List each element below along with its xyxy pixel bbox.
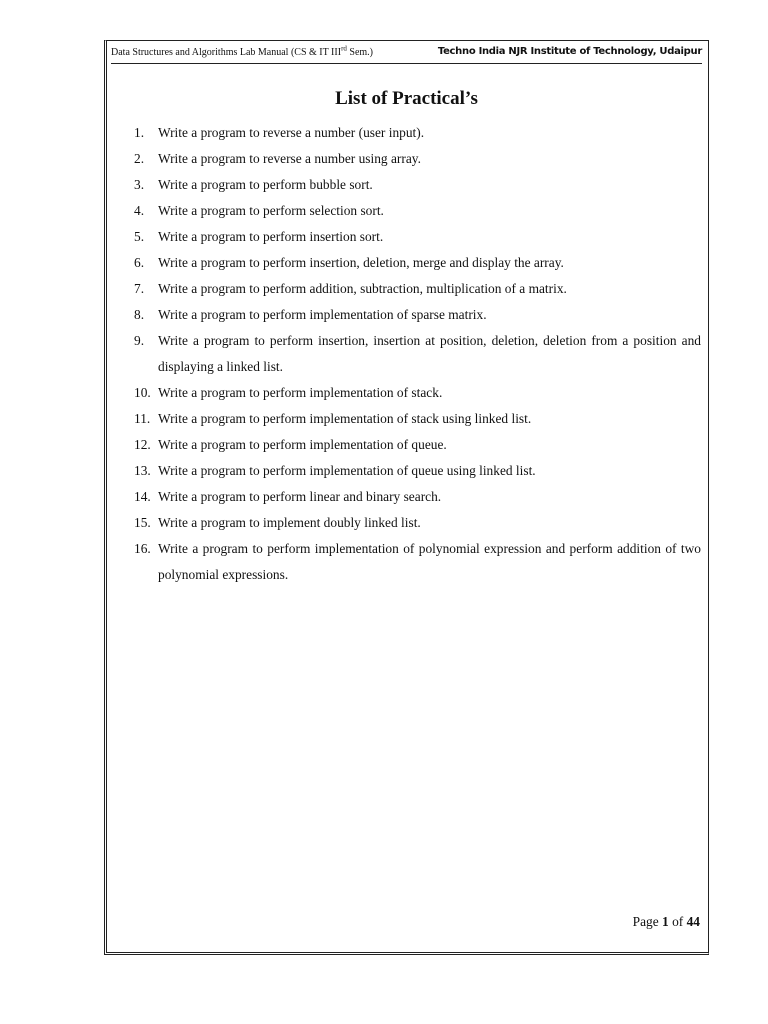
list-item bbox=[134, 536, 701, 588]
of-label: of bbox=[672, 914, 684, 929]
list-item bbox=[134, 198, 701, 224]
item-number: 3. bbox=[134, 177, 145, 192]
item-text: Write a program to perform implementation of queue using linked list. bbox=[158, 463, 536, 478]
item-text: Write a program to perform linear and binary search. bbox=[158, 489, 442, 504]
list-item bbox=[134, 484, 701, 510]
item-text: Write a program to reverse a number using array. bbox=[158, 151, 421, 166]
item-number: 10. bbox=[134, 385, 151, 400]
item-text: Write a program to perform implementation of queue. bbox=[158, 437, 447, 452]
item-number: 14. bbox=[134, 489, 151, 504]
item-number: 8. bbox=[134, 307, 145, 322]
item-number: 2. bbox=[134, 151, 145, 166]
list-item bbox=[134, 172, 701, 198]
item-text: Write a program to reverse a number (user input). bbox=[158, 125, 425, 140]
page-title: List of Practical’s bbox=[335, 88, 478, 109]
item-number: 16. bbox=[134, 541, 151, 556]
list-item bbox=[134, 120, 701, 146]
header-ordinal-suffix: rd bbox=[341, 44, 347, 53]
page-header bbox=[111, 45, 702, 64]
item-number: 4. bbox=[134, 203, 145, 218]
item-number: 11. bbox=[134, 411, 151, 426]
practicals-list bbox=[134, 120, 701, 588]
item-text: Write a program to perform implementation of stack using linked list. bbox=[158, 411, 532, 426]
item-number: 6. bbox=[134, 255, 145, 270]
list-item bbox=[134, 146, 701, 172]
list-item bbox=[134, 224, 701, 250]
item-text: Write a program to perform implementation of polynomial expression and perform addition of two polynomial expressions. bbox=[158, 541, 701, 582]
list-item bbox=[134, 302, 701, 328]
item-text: Write a program to perform insertion, deletion, merge and display the array. bbox=[158, 255, 564, 270]
item-text: Write a program to perform insertion, insertion at position, deletion, deletion from a position and displaying a linked list. bbox=[158, 333, 701, 374]
list-item bbox=[134, 380, 701, 406]
item-text: Write a program to perform addition, subtraction, multiplication of a matrix. bbox=[158, 281, 567, 296]
list-item bbox=[134, 406, 701, 432]
item-text: Write a program to perform bubble sort. bbox=[158, 177, 373, 192]
item-number: 5. bbox=[134, 229, 145, 244]
header-manual-title: Data Structures and Algorithms Lab Manual (CS & IT IIIrd Sem.) bbox=[111, 44, 374, 58]
list-item bbox=[134, 328, 701, 380]
header-institute-name: Techno India NJR Institute of Technology, Udaipur bbox=[437, 46, 702, 57]
item-text: Write a program to perform selection sort. bbox=[158, 203, 384, 218]
page-label: Page bbox=[632, 914, 659, 929]
list-item bbox=[134, 458, 701, 484]
list-item bbox=[134, 276, 701, 302]
item-number: 12. bbox=[134, 437, 151, 452]
page-number-footer bbox=[633, 914, 700, 930]
list-item bbox=[134, 432, 701, 458]
item-number: 9. bbox=[134, 333, 145, 348]
item-number: 1. bbox=[134, 125, 145, 140]
item-text: Write a program to implement doubly linked list. bbox=[158, 515, 421, 530]
item-number: 7. bbox=[134, 281, 145, 296]
item-text: Write a program to perform implementation of sparse matrix. bbox=[158, 307, 487, 322]
item-number: 13. bbox=[134, 463, 151, 478]
page-total: 44 bbox=[686, 914, 700, 929]
item-text: Write a program to perform implementation of stack. bbox=[158, 385, 443, 400]
list-item bbox=[134, 510, 701, 536]
list-item bbox=[134, 250, 701, 276]
item-text: Write a program to perform insertion sort. bbox=[158, 229, 384, 244]
page-current: 1 bbox=[662, 914, 669, 929]
item-number: 15. bbox=[134, 515, 151, 530]
